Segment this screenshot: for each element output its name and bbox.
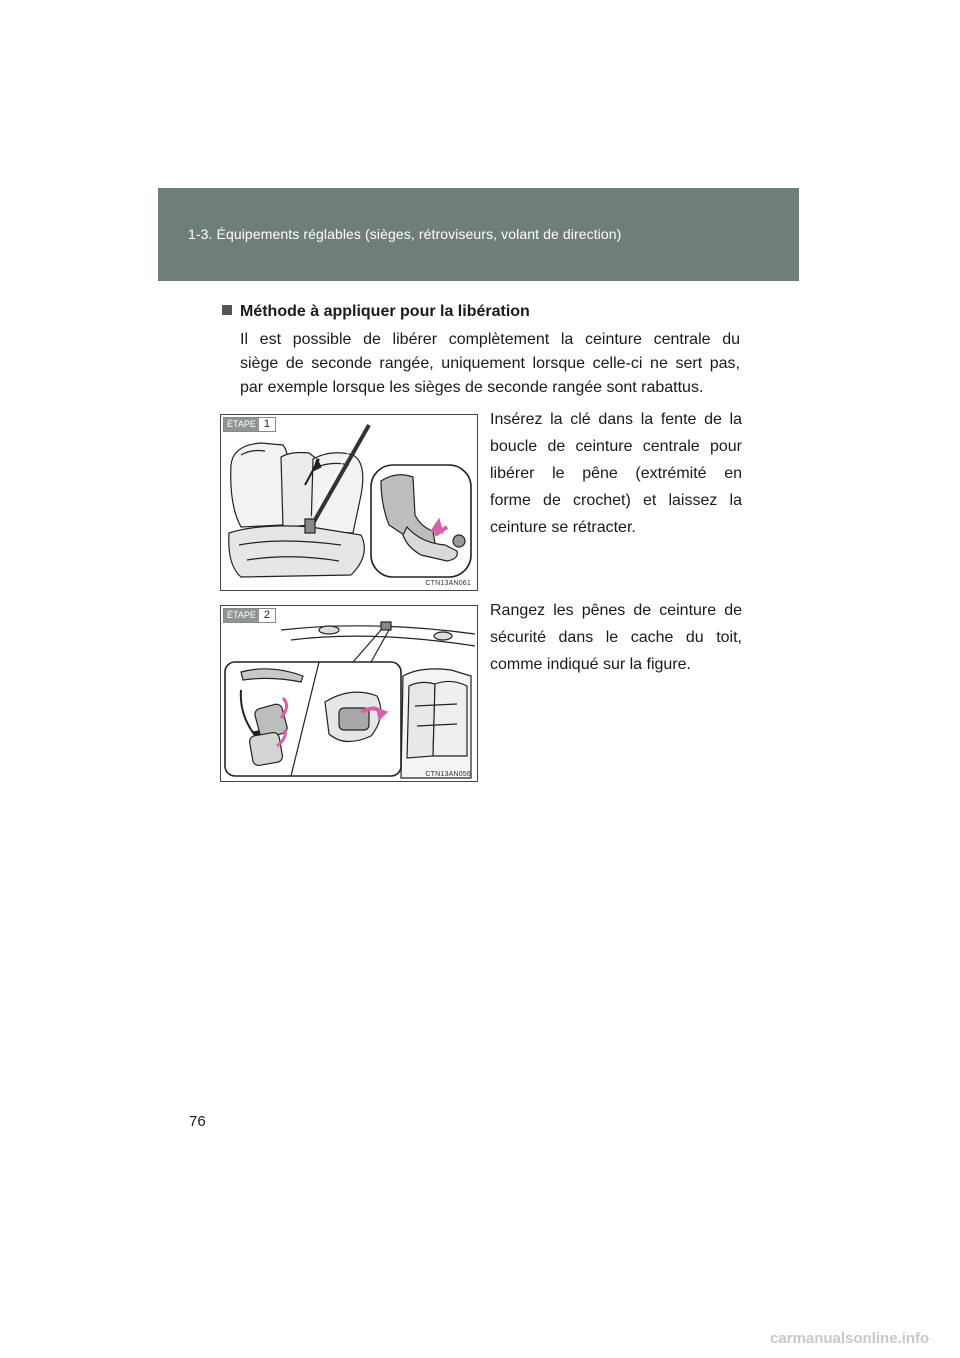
step-badge <box>223 608 276 623</box>
intro-line: par exemple lorsque les sièges de seconde rangée sont rabattus. <box>240 379 704 396</box>
figure-code: CTN13AN056 <box>425 771 471 778</box>
figure-code: CTN13AN061 <box>425 580 471 587</box>
step-text-line: Rangez les pênes de ceinture de <box>490 602 742 619</box>
step-text-line: sécurité dans le cache du toit, <box>490 629 742 646</box>
page-number: 76 <box>189 1113 206 1130</box>
step-text-line: forme de crochet) et laissez la <box>490 492 742 509</box>
step-1-text <box>490 406 742 541</box>
watermark: carmanualsonline.info <box>770 1330 930 1347</box>
step-text-line: comme indiqué sur la figure. <box>490 656 691 673</box>
step-2-illustration <box>220 605 478 782</box>
step-text-line: ceinture se rétracter. <box>490 519 636 536</box>
step-badge <box>223 417 276 432</box>
section-title-text: Méthode à appliquer pour la libération <box>240 303 530 320</box>
chapter-header <box>158 188 799 281</box>
step-badge-number: 1 <box>259 418 275 431</box>
square-bullet-icon <box>222 305 232 315</box>
step-badge-label: ÉTAPE <box>224 609 259 622</box>
intro-line: Il est possible de libérer complètement la ceinture centrale du <box>240 331 740 348</box>
intro-line: siège de seconde rangée, uniquement lorsque celle-ci ne sert pas, <box>240 355 740 372</box>
section-title <box>222 303 530 321</box>
step-text-line: Insérez la clé dans la fente de la <box>490 411 742 428</box>
step-badge-number: 2 <box>259 609 275 622</box>
intro-paragraph <box>240 328 740 400</box>
roof-cover-storage-illustration <box>221 606 477 781</box>
seat-belt-buckle-illustration <box>221 415 477 590</box>
step-badge-label: ÉTAPE <box>224 418 259 431</box>
step-1-illustration <box>220 414 478 591</box>
step-text-line: libérer le pêne (extrémité en <box>490 465 742 482</box>
step-text-line: boucle de ceinture centrale pour <box>490 438 742 455</box>
chapter-title: 1-3. Équipements réglables (sièges, rétroviseurs, volant de direction) <box>188 226 622 242</box>
step-2-text <box>490 597 742 678</box>
